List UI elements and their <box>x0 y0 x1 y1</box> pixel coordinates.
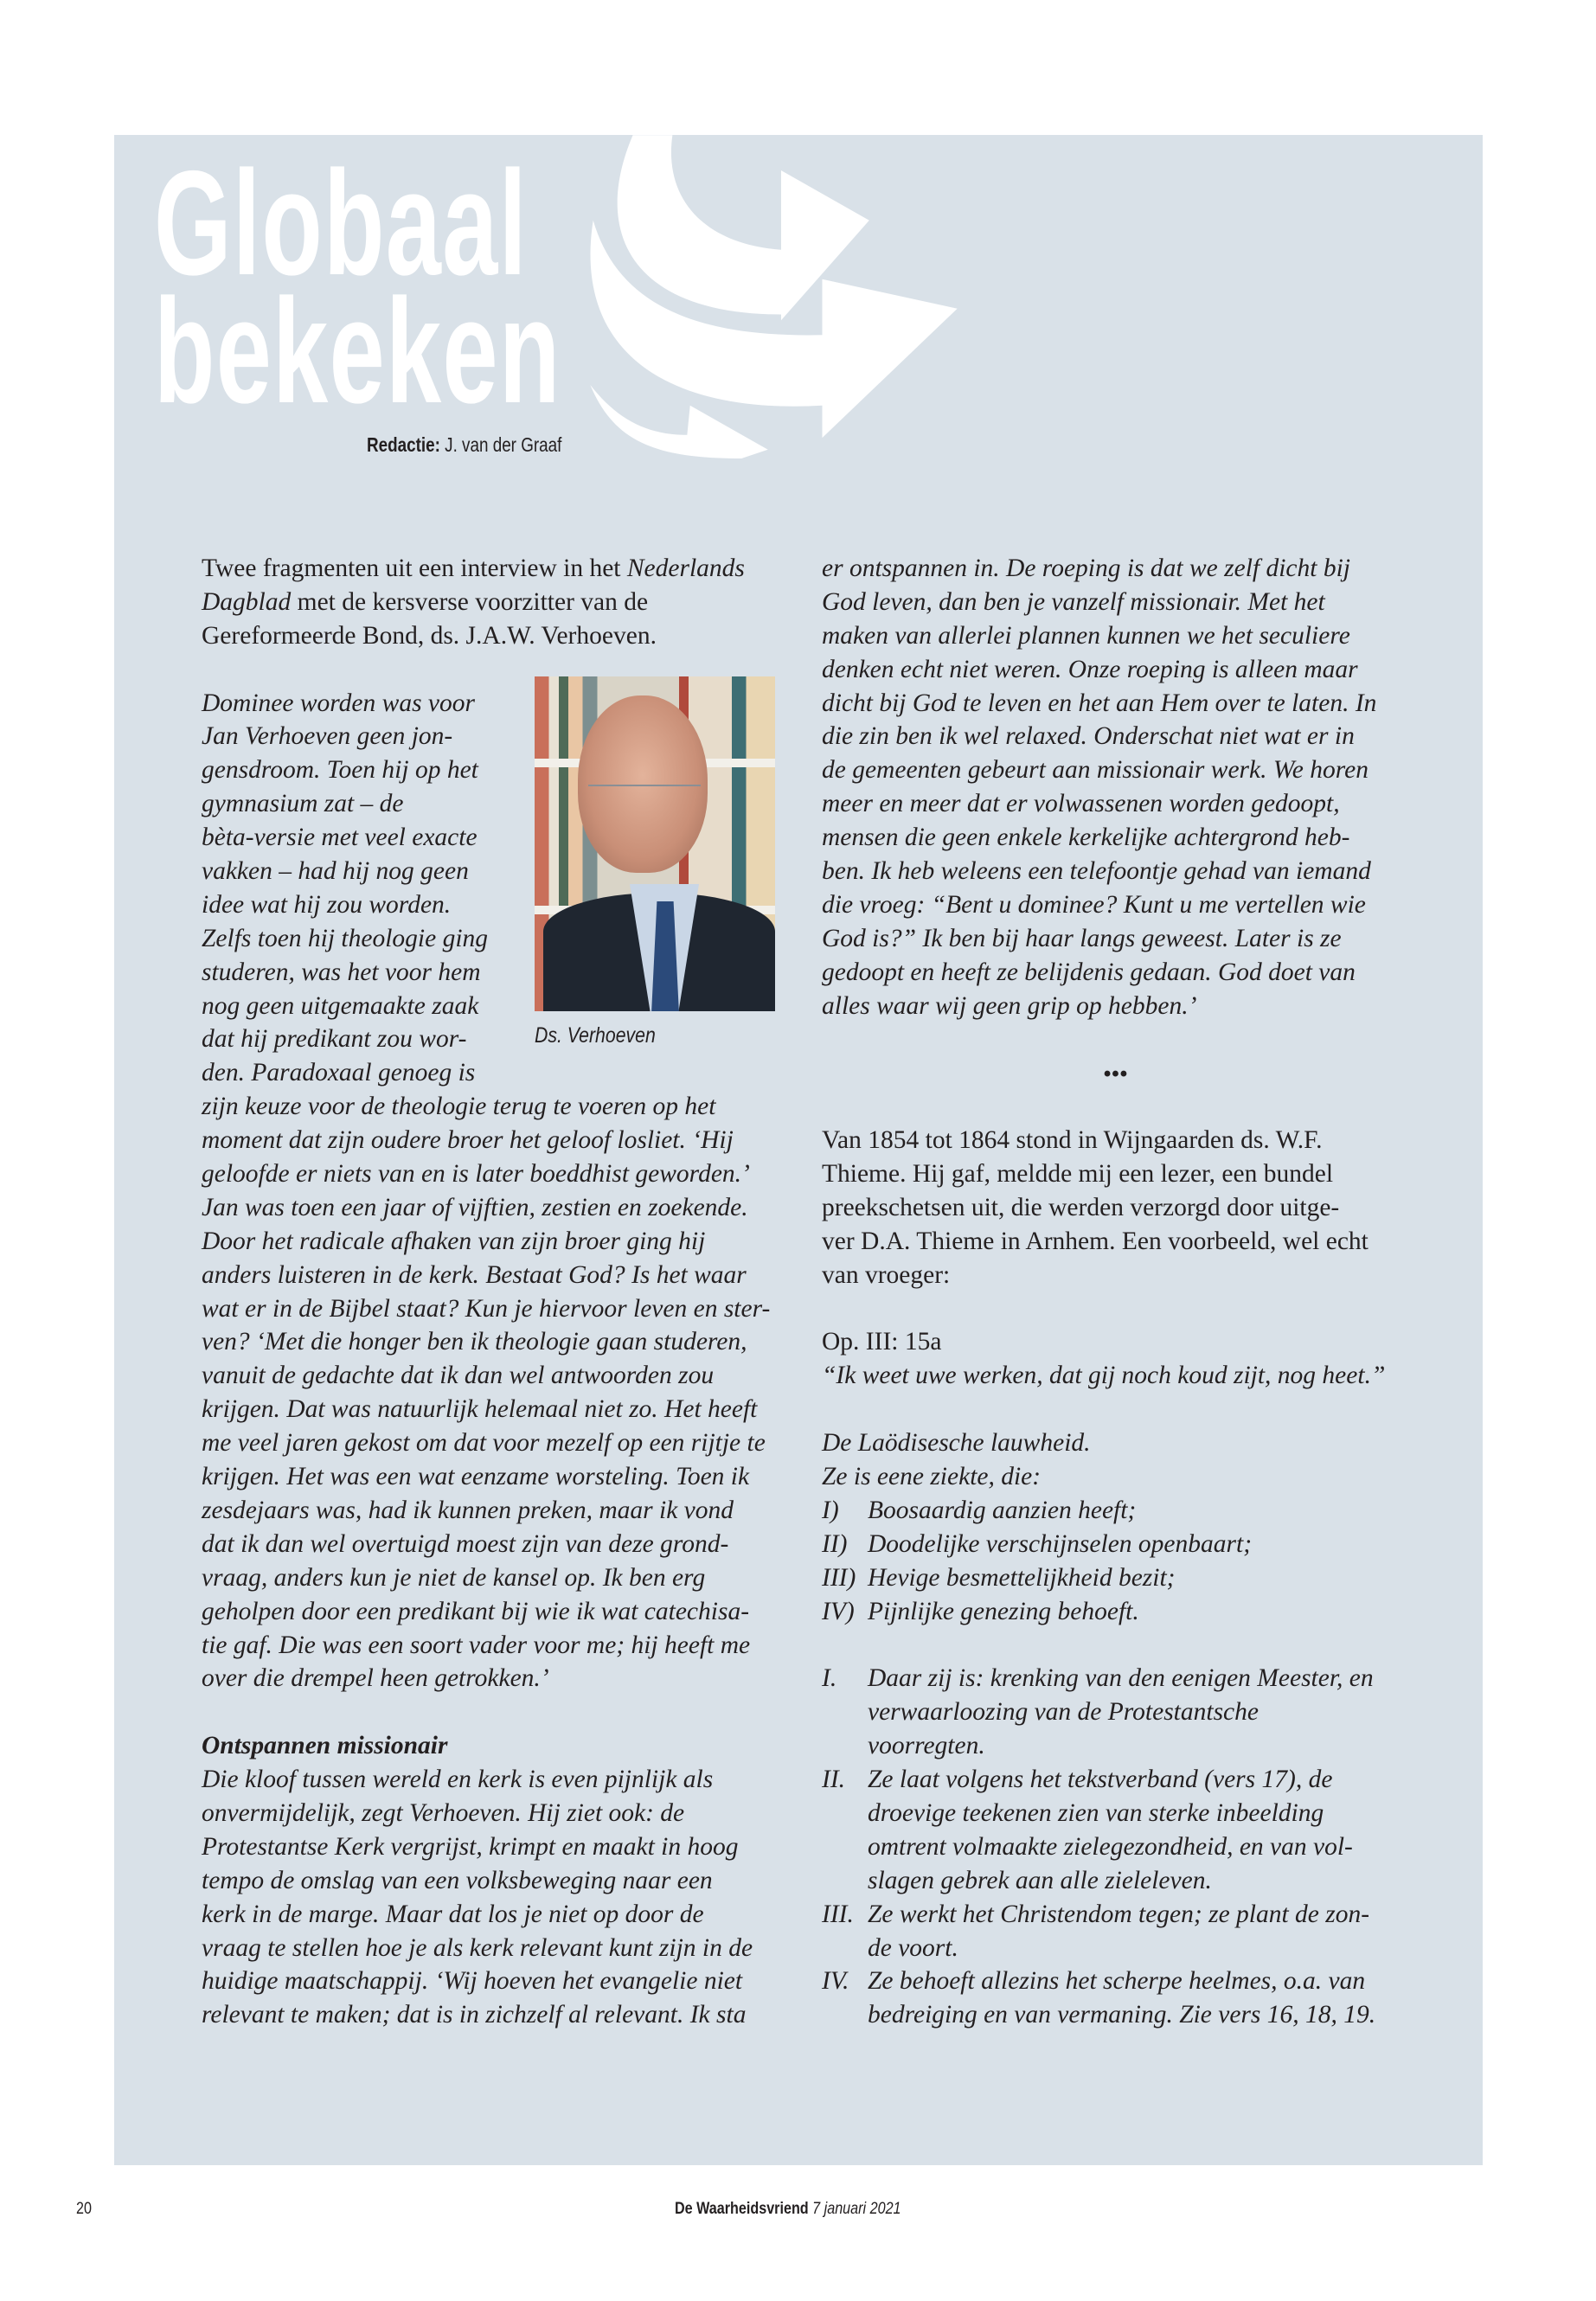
list-item <box>822 1965 1410 1998</box>
text-line: dicht bij God te leven en het aan Hem over te laten. In <box>822 689 1377 717</box>
text-line: God leven, dan ben je vanzelf missionair. Met het <box>822 587 1325 616</box>
byline <box>367 433 561 457</box>
text-line: Jan Verhoeven geen jon- <box>202 722 453 751</box>
text-line: gymnasium zat – de <box>202 790 404 818</box>
text-line: relevant te maken; dat is in zichzelf al relevant. Ik sta <box>202 2001 747 2029</box>
text-line: Jan was toen een jaar of vijftien, zestien en zoekende. <box>202 1193 748 1221</box>
list-item <box>822 1797 1410 1830</box>
text-line: wat er in de Bijbel staat? Kun je hiervoor leven en ster- <box>202 1294 771 1323</box>
list-item-text: Pijnlijke genezing behoeft. <box>868 1597 1139 1625</box>
photo-glasses <box>588 785 701 805</box>
text-line: Protestantse Kerk vergrijst, krimpt en maakt in hoog <box>202 1832 739 1861</box>
text-line: Van 1854 tot 1864 stond in Wijngaarden ds. W.F. <box>822 1126 1323 1155</box>
text-line: alles waar wij geen grip op hebben.’ <box>822 991 1197 1020</box>
text-line: de gemeenten gebeurt aan missionair werk. We horen <box>822 756 1368 785</box>
text-segment: Twee fragmenten uit een interview in het <box>202 554 627 582</box>
portrait-photo <box>535 676 775 1011</box>
list-item <box>822 1898 1410 1932</box>
text-line: Die kloof tussen wereld en kerk is even pijnlijk als <box>202 1766 714 1794</box>
text-line: mensen die geen enkele kerkelijke achtergrond heb- <box>822 824 1350 852</box>
text-line <box>202 552 781 586</box>
list-item <box>822 1595 1410 1629</box>
text-segment: Nederlands <box>626 554 745 582</box>
text-line: over die drempel heen getrokken.’ <box>202 1664 549 1693</box>
list-item <box>822 1729 1410 1763</box>
text-line: krijgen. Dat was natuurlijk helemaal niet zo. Het heeft <box>202 1395 758 1424</box>
section-title-line-2: bekeken <box>154 268 561 434</box>
text-line: vanuit de gedachte dat ik dan wel antwoorden zou <box>202 1362 715 1390</box>
list-item-text: Daar zij is: krenking van den eenigen Meester, en <box>868 1664 1374 1693</box>
photo-caption: Ds. Verhoeven <box>535 1023 656 1048</box>
text-line: onvermijdelijk, zegt Verhoeven. Hij ziet ook: de <box>202 1798 685 1827</box>
list-marker: I. <box>822 1664 837 1693</box>
text-line: De Laödisesche lauwheid. <box>822 1429 1091 1458</box>
publication-date: 7 januari 2021 <box>812 2200 901 2218</box>
text-line: Thieme. Hij gaf, meldde mij een lezer, een bundel <box>822 1160 1334 1189</box>
list-marker: III. <box>822 1900 854 1928</box>
list-marker: I) <box>822 1496 839 1524</box>
section-separator <box>822 1056 1410 1090</box>
text-line: God is?” Ik ben bij haar langs geweest. Later is ze <box>822 924 1342 952</box>
text-line: tie gaf. Die was een soort vader voor me; hij heeft me <box>202 1631 751 1659</box>
list-item <box>822 1561 1410 1595</box>
text-line: geloofde er niets van en is later boeddhist geworden.’ <box>202 1160 750 1189</box>
list-item-text: droevige teekenen zien van sterke inbeelding <box>868 1798 1324 1827</box>
list-item-text: Boosaardig aanzien heeft; <box>868 1496 1137 1524</box>
list-item-text: Doodelijke verschijnselen openbaart; <box>868 1529 1253 1558</box>
text-line: nog geen uitgemaakte zaak <box>202 991 479 1020</box>
list-item-text: Ze werkt het Christendom tegen; ze plant de zon- <box>868 1900 1370 1928</box>
text-line <box>822 1022 1410 1056</box>
text-line <box>202 1695 781 1729</box>
text-line: gensdroom. Toen hij op het <box>202 756 478 785</box>
page-number: 20 <box>76 2200 92 2218</box>
text-line: die zin ben ik wel relaxed. Onderschat niet wat er in <box>822 722 1355 751</box>
text-line: geholpen door een predikant bij wie ik wat catechisa- <box>202 1597 750 1625</box>
list-item-text: de voort. <box>868 1933 958 1962</box>
text-line: gedoopt en heeft ze belijdenis gedaan. God doet van <box>822 958 1356 986</box>
separator-dots-icon: ••• <box>1103 1062 1129 1086</box>
list-item <box>822 1830 1410 1864</box>
text-line: preekschetsen uit, die werden verzorgd door uitge- <box>822 1193 1340 1221</box>
text-line: zesdejaars was, had ik kunnen preken, maar ik vond <box>202 1496 734 1524</box>
text-line: Door het radicale afhaken van zijn broer ging hij <box>202 1227 706 1255</box>
publication-name: De Waarheidsvriend <box>675 2200 809 2218</box>
text-line: me veel jaren gekost om dat voor mezelf op een rijtje te <box>202 1429 766 1458</box>
text-line: ven? ‘Met die honger ben ik theologie gaan studeren, <box>202 1328 747 1356</box>
text-line <box>822 1292 1410 1326</box>
text-line: Zelfs toen hij theologie ging <box>202 924 489 952</box>
text-line <box>822 1629 1410 1663</box>
list-marker: IV. <box>822 1967 849 1996</box>
right-article-column <box>822 552 1410 2032</box>
list-item-text: omtrent volmaakte zielegezondheid, en van vol- <box>868 1832 1353 1861</box>
list-item <box>822 1695 1410 1729</box>
list-item <box>822 1763 1410 1797</box>
text-line <box>202 586 781 619</box>
text-line: er ontspannen in. De roeping is dat we zelf dicht bij <box>822 554 1350 582</box>
text-line: vraag, anders kun je niet de kansel op. Ik ben erg <box>202 1563 706 1592</box>
text-line: tempo de omslag van een volksbeweging naar een <box>202 1866 713 1894</box>
list-item <box>822 1494 1410 1528</box>
footer-publication <box>675 2200 901 2219</box>
list-item-text: Hevige besmettelijkheid bezit; <box>868 1563 1176 1592</box>
subheading: Ontspannen missionair <box>202 1732 448 1760</box>
text-line: die vroeg: “Bent u dominee? Kunt u me vertellen wie <box>822 890 1366 919</box>
text-segment: met de kersverse voorzitter van de <box>291 587 649 616</box>
text-line: vraag te stellen hoe je als kerk relevant kunt zijn in de <box>202 1933 753 1962</box>
list-item-text: slagen gebrek aan alle zieleleven. <box>868 1866 1212 1894</box>
text-line: krijgen. Het was een wat eenzame worsteling. Toen ik <box>202 1463 750 1491</box>
list-item <box>822 1998 1410 2032</box>
section-title-line-1: Globaal <box>154 140 529 306</box>
text-line: ver D.A. Thieme in Arnhem. Een voorbeeld, wel echt <box>822 1227 1368 1255</box>
text-line: kerk in de marge. Maar dat los je niet op door de <box>202 1900 704 1928</box>
text-line: Ze is eene ziekte, die: <box>822 1463 1042 1491</box>
text-line: van vroeger: <box>822 1260 951 1289</box>
text-line: denken echt niet weren. Onze roeping is alleen maar <box>822 655 1358 683</box>
list-item <box>822 1932 1410 1965</box>
list-item <box>822 1864 1410 1898</box>
list-item-text: Ze behoeft allezins het scherpe heelmes, o.a. van <box>868 1967 1366 1996</box>
text-line: vakken – had hij nog geen <box>202 857 469 886</box>
text-line: studeren, was het voor hem <box>202 958 481 986</box>
text-line: dat hij predikant zou wor- <box>202 1025 467 1054</box>
text-line: “Ik weet uwe werken, dat gij noch koud zijt, nog heet.” <box>822 1362 1386 1390</box>
text-line: meer en meer dat er volwassenen worden gedoopt, <box>822 790 1340 818</box>
text-line: dat ik dan wel overtuigd moest zijn van deze grond- <box>202 1529 729 1558</box>
text-line: moment dat zijn oudere broer het geloof losliet. ‘Hij <box>202 1126 734 1155</box>
text-line <box>822 1090 1410 1124</box>
text-line: maken van allerlei plannen kunnen we het seculiere <box>822 621 1350 650</box>
text-line: Gereformeerde Bond, ds. J.A.W. Verhoeven. <box>202 621 657 650</box>
text-line: idee wat hij zou worden. <box>202 890 452 919</box>
list-item-text: Ze laat volgens het tekstverband (vers 17), de <box>868 1766 1333 1794</box>
list-item-text: verwaarloozing van de Protestantsche <box>868 1698 1259 1727</box>
text-line <box>822 1393 1410 1426</box>
text-line: bèta-versie met veel exacte <box>202 824 478 852</box>
text-line: ben. Ik heb weleens een telefoontje gehad van iemand <box>822 857 1371 886</box>
list-item <box>822 1528 1410 1561</box>
list-item-text: voorregten. <box>868 1732 985 1760</box>
list-marker: II. <box>822 1766 846 1794</box>
text-line: den. Paradoxaal genoeg is <box>202 1059 476 1087</box>
text-line: zijn keuze voor de theologie terug te voeren op het <box>202 1093 716 1121</box>
text-line: anders luisteren in de kerk. Bestaat God? Is het waar <box>202 1260 747 1289</box>
byline-label: Redactie: <box>367 433 440 456</box>
list-item <box>822 1662 1410 1695</box>
list-marker: II) <box>822 1529 848 1558</box>
text-line: Op. III: 15a <box>822 1328 942 1356</box>
byline-name: J. van der Graaf <box>439 433 562 456</box>
list-marker: III) <box>822 1563 856 1592</box>
list-marker: IV) <box>822 1597 855 1625</box>
text-line: huidige maatschappij. ‘Wij hoeven het evangelie niet <box>202 1967 743 1996</box>
text-line: Dominee worden was voor <box>202 689 476 717</box>
list-item-text: bedreiging en van vermaning. Zie vers 16, 18, 19. <box>868 2001 1376 2029</box>
text-segment: Dagblad <box>202 587 292 616</box>
